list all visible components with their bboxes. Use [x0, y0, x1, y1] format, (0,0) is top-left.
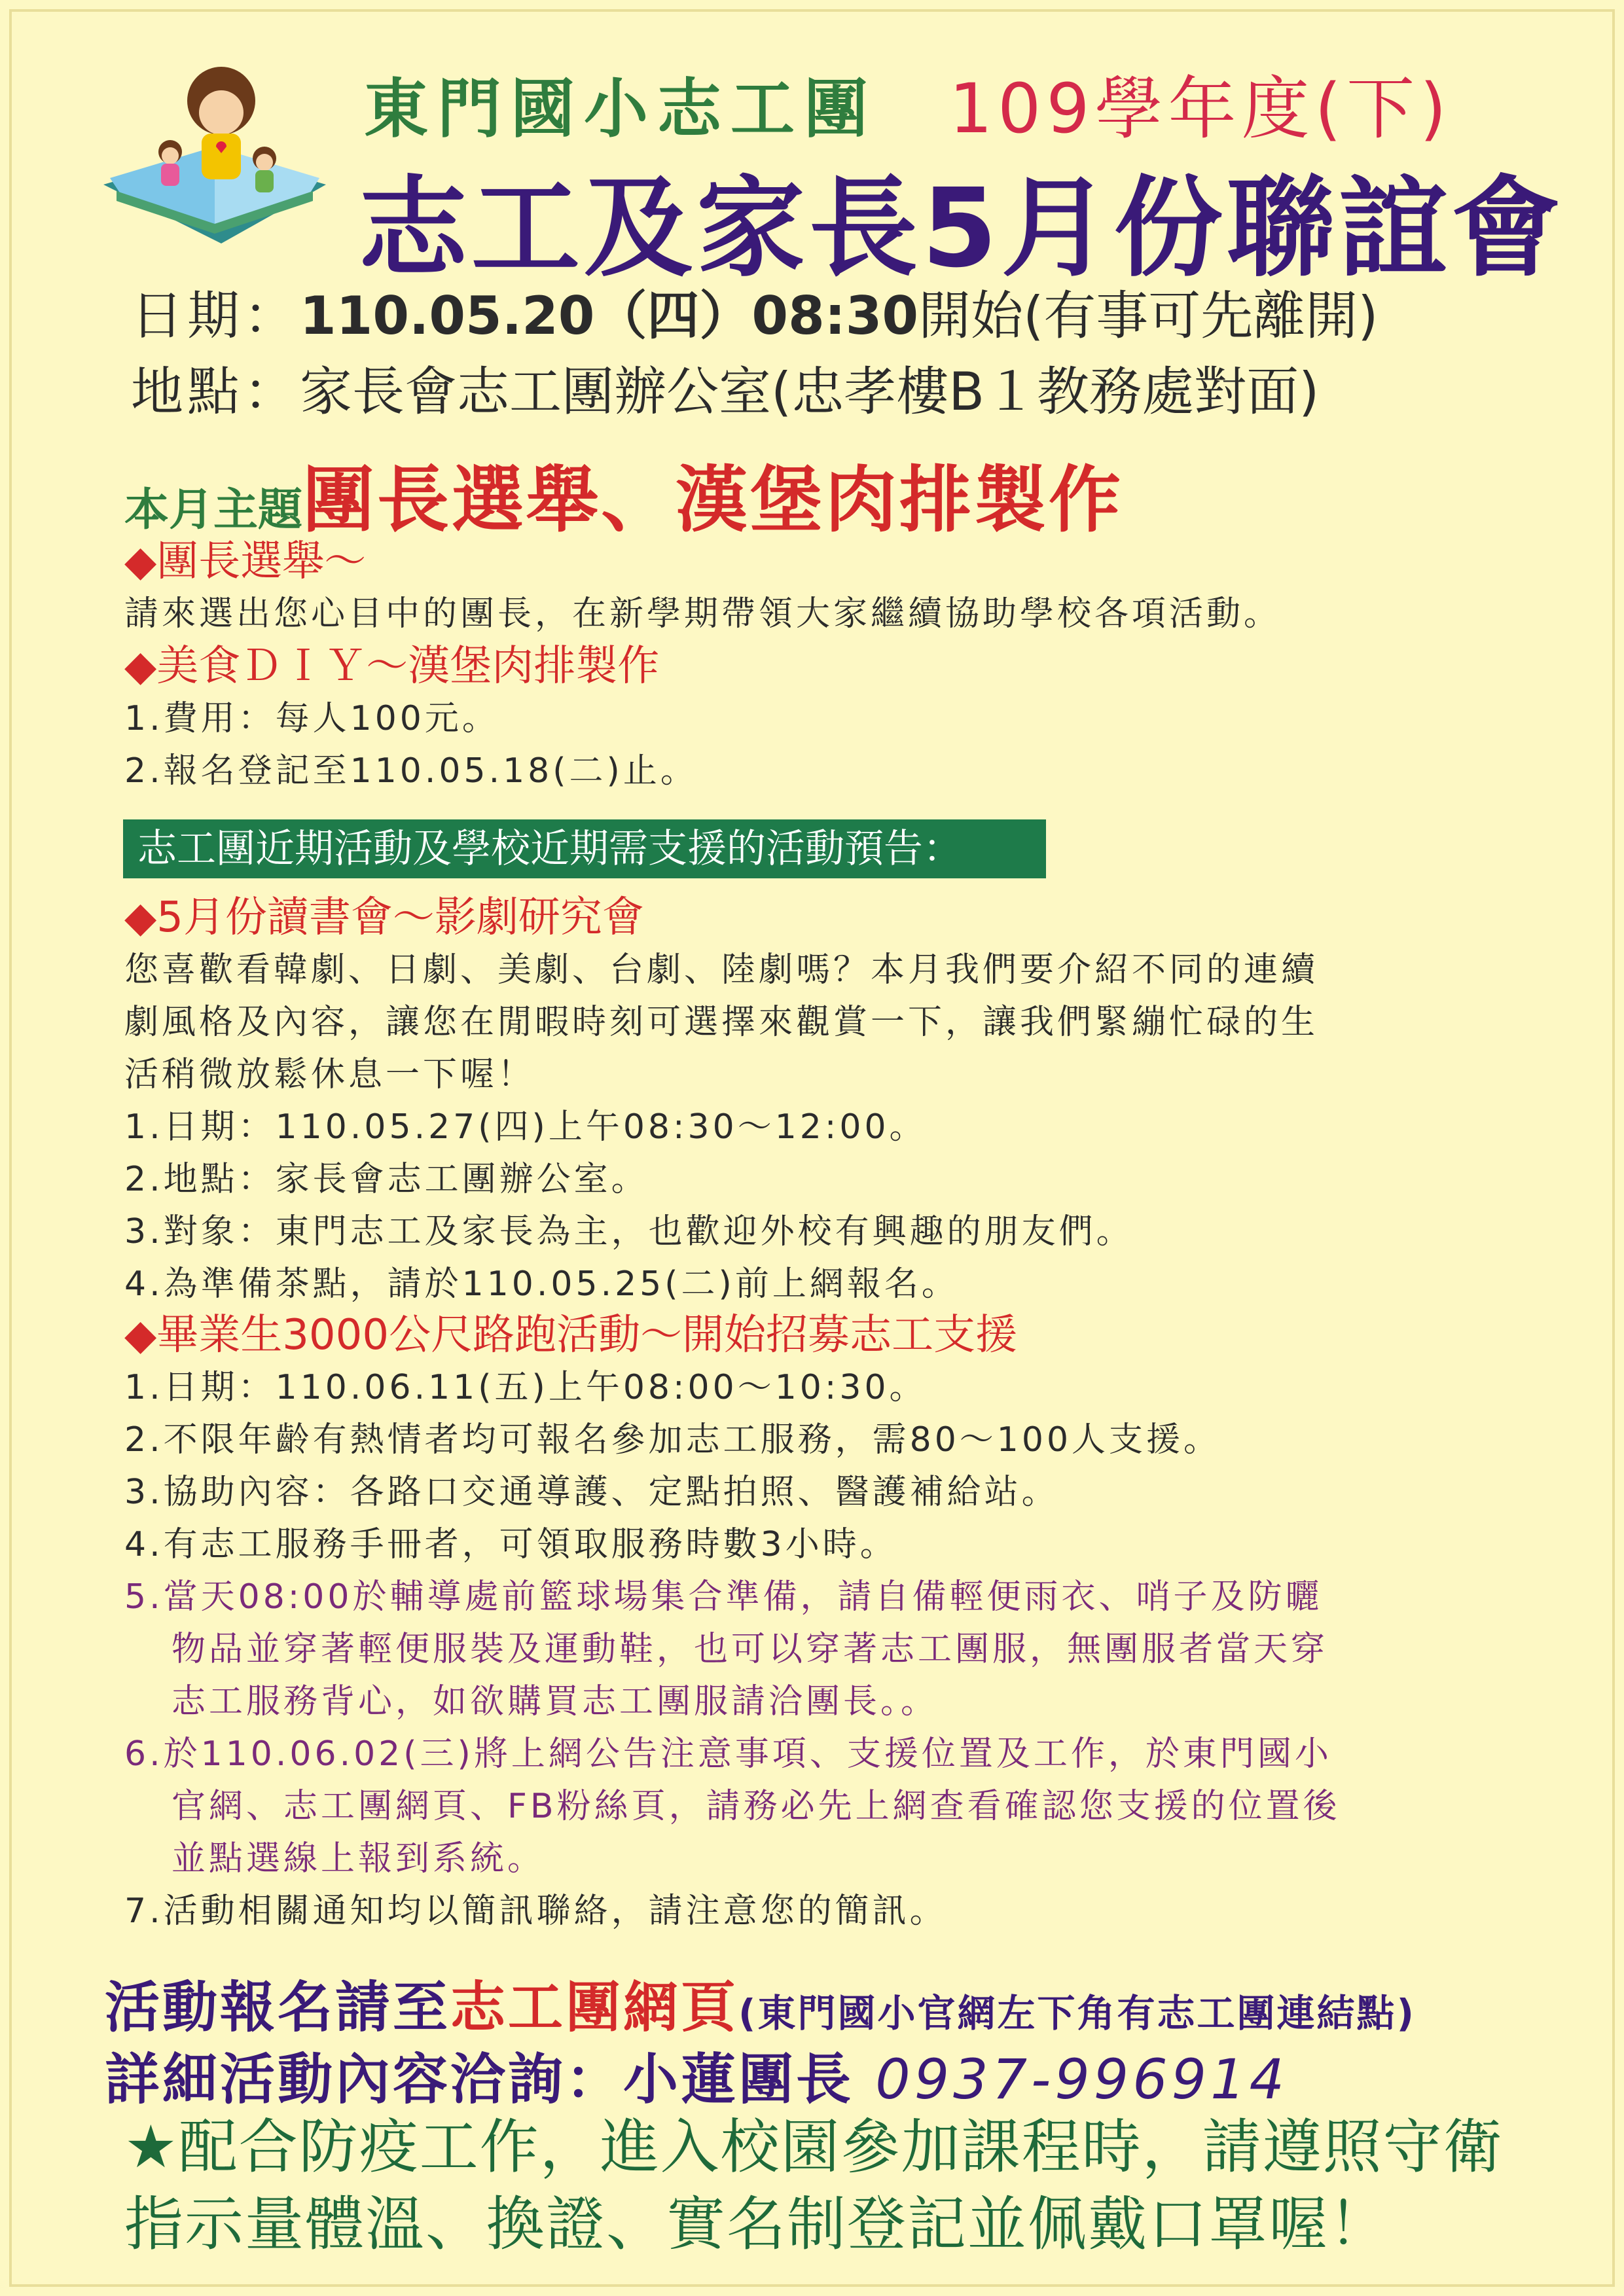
section-text: 請來選出您心目中的團長，在新學期帶領大家繼續協助學校各項活動。	[124, 594, 1282, 634]
section-text: 2.報名登記至110.05.18(二)止。	[124, 751, 698, 791]
contact-phone: 0937-996914	[875, 2047, 1289, 2111]
section-text: 1.費用：每人100元。	[124, 699, 499, 738]
list-item: 7.活動相關通知均以簡訊聯絡，請注意您的簡訊。	[124, 1892, 947, 1931]
list-item-continued: 並點選線上報到系統。	[171, 1839, 545, 1878]
page-title: 志工及家長5月份聯誼會	[359, 166, 1564, 292]
list-item: 1.日期：110.06.11(五)上午08:00～10:30。	[124, 1368, 927, 1407]
school-year: 109學年度(下)	[949, 69, 1452, 149]
place-label: 地點：	[131, 361, 300, 422]
notice-line: 指示量體溫、換證、實名制登記並佩戴口罩喔！	[124, 2190, 1389, 2259]
contact-label: 詳細活動內容洽詢：小蓮團長	[105, 2047, 854, 2111]
monthly-theme	[124, 442, 1123, 546]
list-item-continued: 官網、志工團網頁、FB粉絲頁，請務必先上網查看確認您支援的位置後	[171, 1787, 1341, 1826]
organization-name: 東門國小志工團	[364, 72, 878, 147]
date-value: 110.05.20（四）08:30	[300, 285, 919, 346]
place-value: 家長會志工團辦公室(忠孝樓B１教務處對面)	[300, 361, 1320, 422]
section-heading: ◆5月份讀書會～影劇研究會	[124, 893, 644, 942]
section-heading: ◆畢業生3000公尺路跑活動～開始招募志工支援	[124, 1311, 1018, 1359]
epidemic-notice	[124, 2109, 1564, 2263]
list-item: 5.當天08:00於輔導處前籃球場集合準備，請自備輕便雨衣、哨子及防曬	[124, 1577, 1323, 1617]
list-item: 4.有志工服務手冊者，可領取服務時數3小時。	[124, 1525, 897, 1564]
section-text: 您喜歡看韓劇、日劇、美劇、台劇、陸劇嗎？本月我們要介紹不同的連續	[124, 950, 1319, 990]
event-date	[131, 274, 1379, 349]
contact-line	[105, 2036, 1288, 2115]
reading-children-logo	[97, 60, 333, 257]
list-item-continued: 物品並穿著輕便服裝及運動鞋，也可以穿著志工團服，無團服者當天穿	[171, 1630, 1329, 1669]
announcement-band: 志工團近期活動及學校近期需支援的活動預告：	[123, 819, 1046, 878]
date-note: 開始(有事可先離開)	[918, 285, 1379, 346]
section-heading: ◆美食ＤＩＹ～漢堡肉排製作	[124, 642, 660, 691]
list-item: 2.不限年齡有熱情者均可報名參加志工服務，需80～100人支援。	[124, 1420, 1221, 1460]
list-item: 2.地點：家長會志工團辦公室。	[124, 1160, 649, 1199]
section-text: 劇風格及內容，讓您在閒暇時刻可選擇來觀賞一下，讓我們緊繃忙碌的生	[124, 1003, 1319, 1042]
theme-label: 本月主題	[124, 484, 303, 536]
date-label: 日期：	[131, 285, 300, 346]
registration-prefix: 活動報名請至	[105, 1975, 451, 2039]
reading-club-section	[124, 891, 1551, 1310]
list-item: 4.為準備茶點，請於110.05.25(二)前上網報名。	[124, 1265, 959, 1304]
list-item-continued: 志工服務背心，如欲購買志工團服請洽團長。。	[171, 1682, 939, 1721]
section-heading: ◆團長選舉～	[124, 537, 367, 586]
list-item: 6.於110.06.02(三)將上網公告注意事項、支援位置及工作，於東門國小	[124, 1734, 1332, 1774]
theme-details	[124, 535, 1551, 797]
theme-text: 團長選舉、漢堡肉排製作	[302, 458, 1124, 542]
race-section	[124, 1309, 1551, 1937]
list-item: 3.對象：東門志工及家長為主，也歡迎外校有興趣的朋友們。	[124, 1212, 1134, 1251]
notice-line: ★配合防疫工作，進入校園參加課程時，請遵照守衛	[124, 2113, 1504, 2181]
list-item: 3.協助內容：各路口交通導護、定點拍照、醫護補給站。	[124, 1473, 1059, 1512]
section-text: 活稍微放鬆休息一下喔！	[124, 1055, 535, 1094]
registration-note: (東門國小官網左下角有志工團連結點)	[738, 1991, 1416, 2036]
event-place	[131, 350, 1319, 425]
volunteer-webpage-link[interactable]: 志工團網頁	[450, 1975, 739, 2039]
list-item: 1.日期：110.05.27(四)上午08:30～12:00。	[124, 1107, 927, 1147]
registration-line	[105, 1964, 1416, 2043]
